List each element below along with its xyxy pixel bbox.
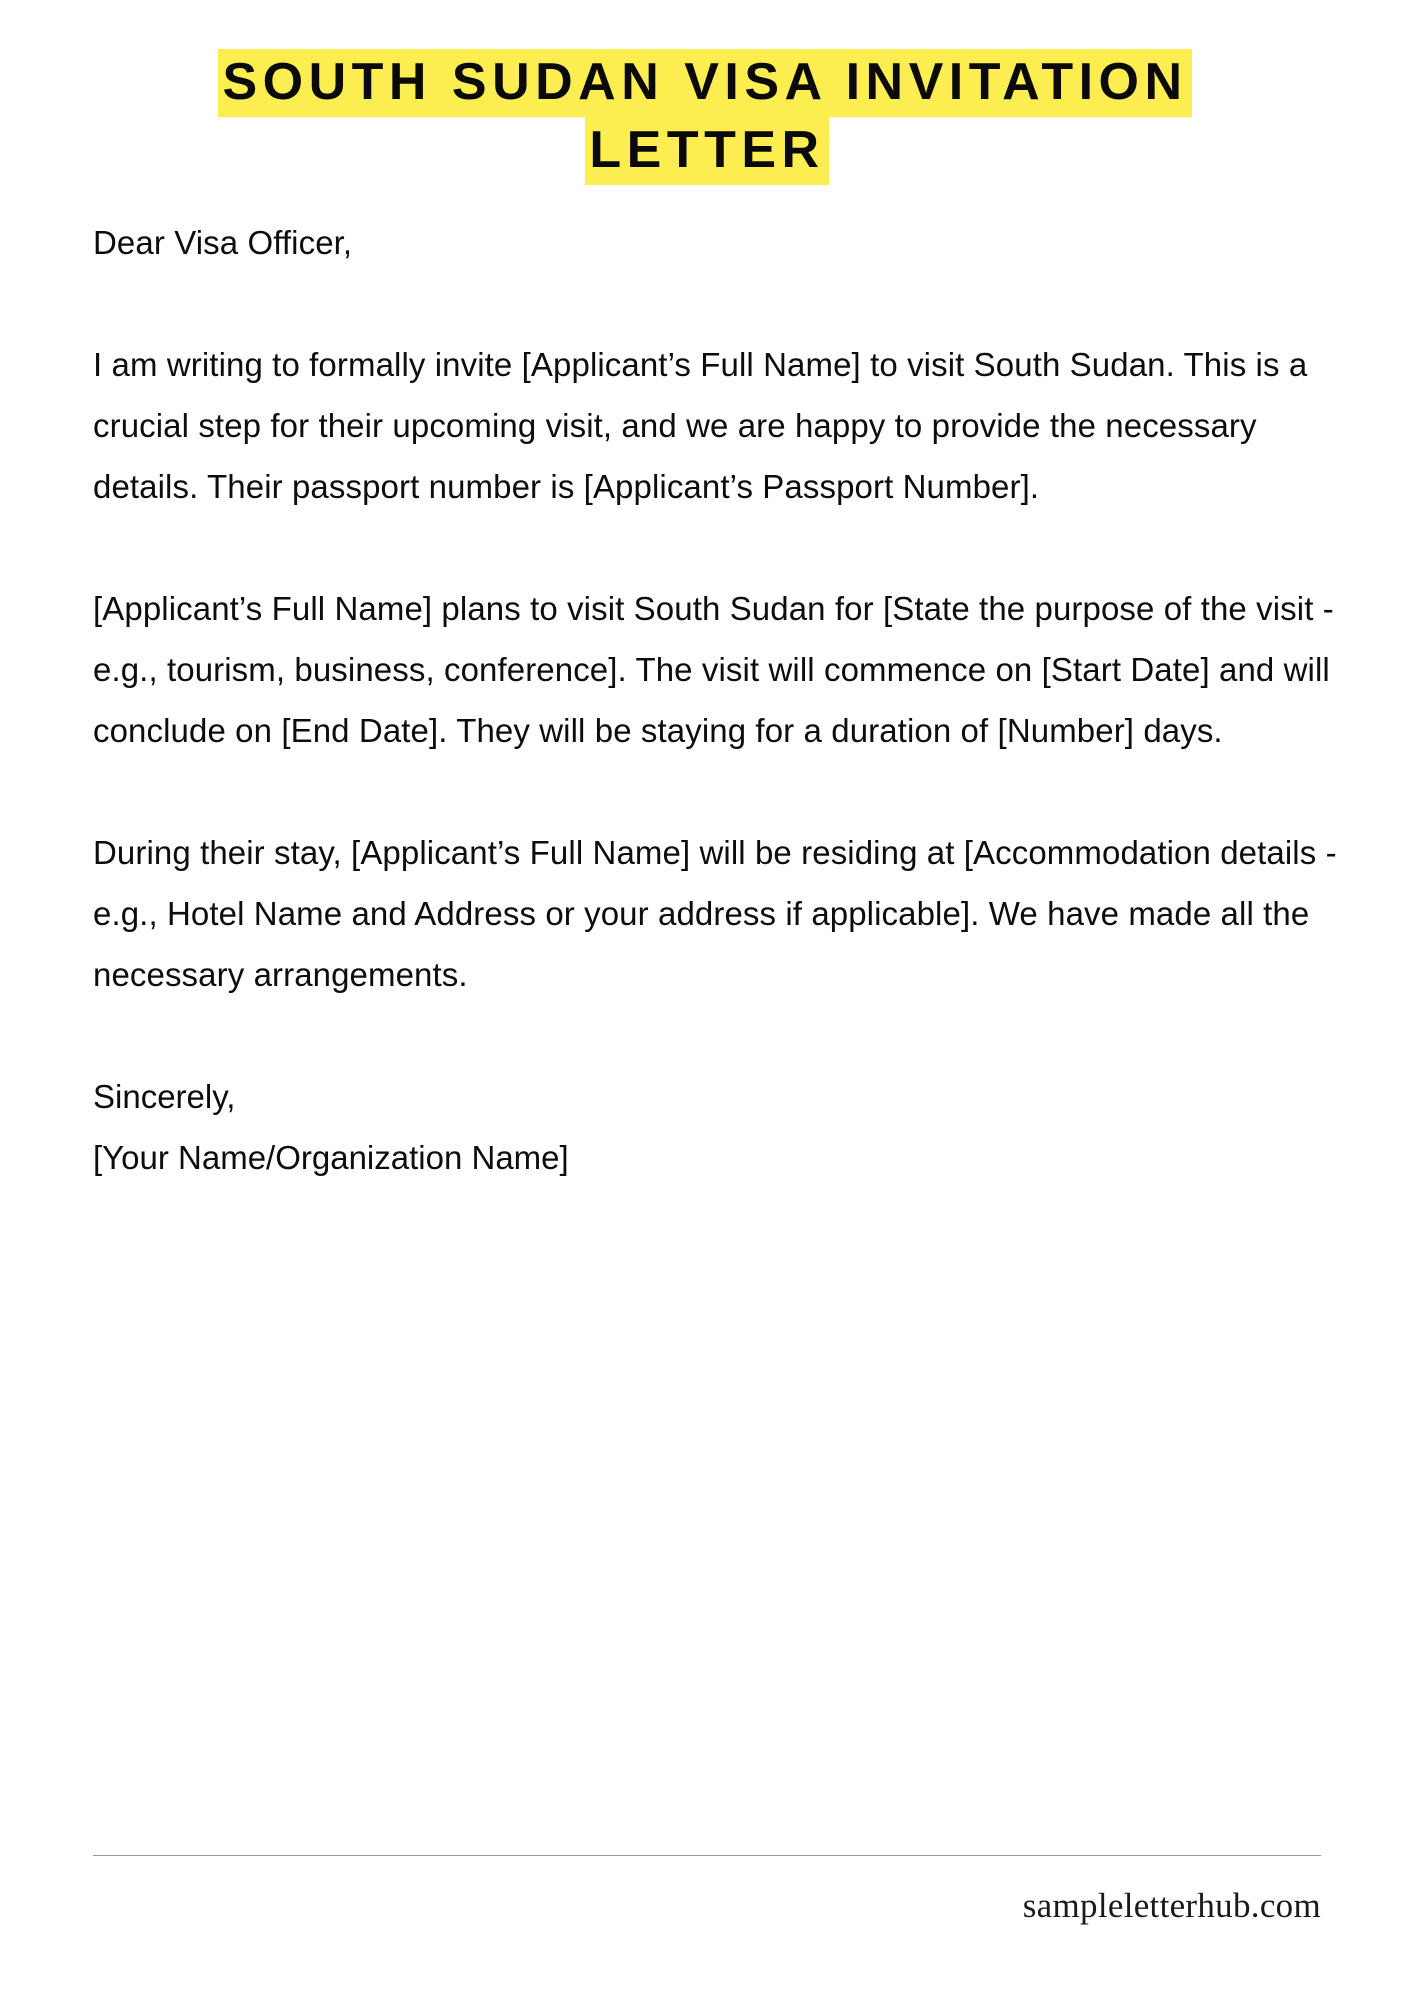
paragraph-spacer — [93, 761, 1338, 822]
letter-body — [93, 212, 1338, 1188]
paragraph-spacer — [93, 273, 1338, 334]
closing-valediction: Sincerely, — [93, 1078, 236, 1115]
body-paragraph-3: During their stay, [Applicant’s Full Name] will be residing at [Accommodation details - e.g., Hotel Name and Address or your address if applicable]. We have made all the necessary arrangements. — [93, 834, 1337, 993]
salutation: Dear Visa Officer, — [93, 224, 353, 261]
footer-divider — [93, 1855, 1321, 1856]
paragraph-spacer — [93, 517, 1338, 578]
body-paragraph-1: I am writing to formally invite [Applicant’s Full Name] to visit South Sudan. This is a crucial step for their upcoming visit, and we are happy to provide the necessary details. Their passport number is [Applicant’s Passport Number]. — [93, 346, 1308, 505]
paragraph-spacer — [93, 1005, 1338, 1066]
body-paragraph-2: [Applicant’s Full Name] plans to visit South Sudan for [State the purpose of the visit - e.g., tourism, business, conference]. The visit will commence on [Start Date] and will conclude on [End Date]. They will be staying for a duration of [Number] days. — [93, 590, 1334, 749]
page-title — [93, 48, 1321, 184]
page-title-text: SOUTH SUDAN VISA INVITATION LETTER — [218, 49, 1191, 185]
footer-brand-text: sampleletterhub.com — [1022, 1886, 1321, 1925]
closing-signature: [Your Name/Organization Name] — [93, 1139, 569, 1176]
